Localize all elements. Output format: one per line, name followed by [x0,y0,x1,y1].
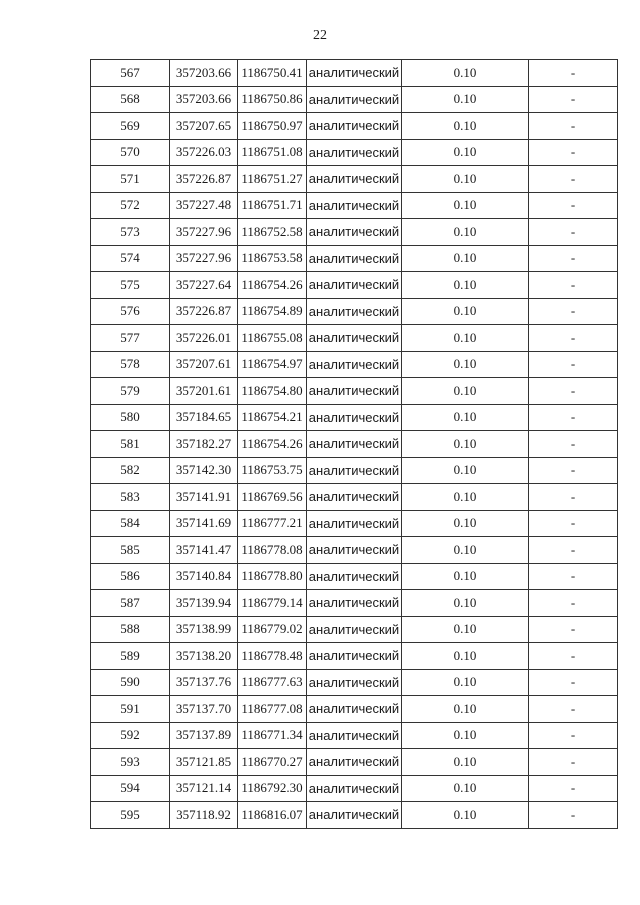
method-cell: аналитический [307,431,402,458]
y-coordinate-cell: 1186750.41 [238,60,307,87]
y-coordinate-cell: 1186750.86 [238,86,307,113]
x-coordinate-cell: 357182.27 [170,431,238,458]
dash-cell: - [529,113,618,140]
y-coordinate-cell: 1186754.26 [238,431,307,458]
table-row [91,166,618,193]
y-coordinate-cell: 1186754.97 [238,351,307,378]
x-coordinate-cell: 357137.76 [170,669,238,696]
table-row [91,139,618,166]
table-row [91,616,618,643]
table-row [91,351,618,378]
point-number-cell: 593 [91,749,170,776]
method-cell: аналитический [307,272,402,299]
method-cell: аналитический [307,696,402,723]
accuracy-cell: 0.10 [402,86,529,113]
dash-cell: - [529,404,618,431]
x-coordinate-cell: 357226.01 [170,325,238,352]
point-number-cell: 579 [91,378,170,405]
dash-cell: - [529,616,618,643]
method-cell: аналитический [307,802,402,829]
dash-cell: - [529,590,618,617]
dash-cell: - [529,166,618,193]
point-number-cell: 575 [91,272,170,299]
table-row [91,457,618,484]
table-row [91,510,618,537]
dash-cell: - [529,696,618,723]
accuracy-cell: 0.10 [402,404,529,431]
table-row [91,192,618,219]
dash-cell: - [529,378,618,405]
dash-cell: - [529,510,618,537]
accuracy-cell: 0.10 [402,590,529,617]
point-number-cell: 570 [91,139,170,166]
x-coordinate-cell: 357207.61 [170,351,238,378]
y-coordinate-cell: 1186753.58 [238,245,307,272]
y-coordinate-cell: 1186753.75 [238,457,307,484]
point-number-cell: 582 [91,457,170,484]
accuracy-cell: 0.10 [402,457,529,484]
dash-cell: - [529,60,618,87]
dash-cell: - [529,669,618,696]
method-cell: аналитический [307,590,402,617]
table-row [91,86,618,113]
dash-cell: - [529,192,618,219]
x-coordinate-cell: 357226.87 [170,166,238,193]
x-coordinate-cell: 357227.64 [170,272,238,299]
y-coordinate-cell: 1186779.14 [238,590,307,617]
dash-cell: - [529,272,618,299]
accuracy-cell: 0.10 [402,802,529,829]
accuracy-cell: 0.10 [402,219,529,246]
x-coordinate-cell: 357203.66 [170,86,238,113]
point-number-cell: 581 [91,431,170,458]
y-coordinate-cell: 1186754.80 [238,378,307,405]
accuracy-cell: 0.10 [402,113,529,140]
table-row [91,113,618,140]
x-coordinate-cell: 357226.03 [170,139,238,166]
x-coordinate-cell: 357226.87 [170,298,238,325]
accuracy-cell: 0.10 [402,298,529,325]
method-cell: аналитический [307,351,402,378]
x-coordinate-cell: 357142.30 [170,457,238,484]
x-coordinate-cell: 357227.48 [170,192,238,219]
accuracy-cell: 0.10 [402,325,529,352]
method-cell: аналитический [307,484,402,511]
point-number-cell: 594 [91,775,170,802]
point-number-cell: 569 [91,113,170,140]
y-coordinate-cell: 1186792.30 [238,775,307,802]
point-number-cell: 586 [91,563,170,590]
y-coordinate-cell: 1186755.08 [238,325,307,352]
x-coordinate-cell: 357139.94 [170,590,238,617]
dash-cell: - [529,563,618,590]
point-number-cell: 568 [91,86,170,113]
method-cell: аналитический [307,510,402,537]
accuracy-cell: 0.10 [402,245,529,272]
x-coordinate-cell: 357121.14 [170,775,238,802]
dash-cell: - [529,351,618,378]
dash-cell: - [529,802,618,829]
method-cell: аналитический [307,378,402,405]
method-cell: аналитический [307,166,402,193]
point-number-cell: 571 [91,166,170,193]
dash-cell: - [529,219,618,246]
method-cell: аналитический [307,404,402,431]
x-coordinate-cell: 357140.84 [170,563,238,590]
method-cell: аналитический [307,669,402,696]
dash-cell: - [529,457,618,484]
y-coordinate-cell: 1186752.58 [238,219,307,246]
point-number-cell: 572 [91,192,170,219]
point-number-cell: 587 [91,590,170,617]
point-number-cell: 588 [91,616,170,643]
coordinates-table-body [91,60,618,829]
method-cell: аналитический [307,537,402,564]
x-coordinate-cell: 357227.96 [170,219,238,246]
y-coordinate-cell: 1186771.34 [238,722,307,749]
x-coordinate-cell: 357137.70 [170,696,238,723]
accuracy-cell: 0.10 [402,537,529,564]
x-coordinate-cell: 357141.91 [170,484,238,511]
point-number-cell: 591 [91,696,170,723]
dash-cell: - [529,643,618,670]
x-coordinate-cell: 357141.47 [170,537,238,564]
y-coordinate-cell: 1186751.08 [238,139,307,166]
accuracy-cell: 0.10 [402,616,529,643]
method-cell: аналитический [307,775,402,802]
dash-cell: - [529,722,618,749]
point-number-cell: 574 [91,245,170,272]
dash-cell: - [529,537,618,564]
coordinates-table [90,59,618,829]
point-number-cell: 590 [91,669,170,696]
table-row [91,219,618,246]
table-row [91,590,618,617]
y-coordinate-cell: 1186751.27 [238,166,307,193]
point-number-cell: 578 [91,351,170,378]
point-number-cell: 583 [91,484,170,511]
x-coordinate-cell: 357201.61 [170,378,238,405]
table-row [91,245,618,272]
table-row [91,722,618,749]
method-cell: аналитический [307,113,402,140]
dash-cell: - [529,484,618,511]
dash-cell: - [529,431,618,458]
y-coordinate-cell: 1186777.63 [238,669,307,696]
accuracy-cell: 0.10 [402,272,529,299]
y-coordinate-cell: 1186754.26 [238,272,307,299]
accuracy-cell: 0.10 [402,431,529,458]
point-number-cell: 573 [91,219,170,246]
table-row [91,298,618,325]
y-coordinate-cell: 1186754.21 [238,404,307,431]
x-coordinate-cell: 357227.96 [170,245,238,272]
table-row [91,749,618,776]
method-cell: аналитический [307,192,402,219]
page-number: 22 [313,28,327,43]
dash-cell: - [529,775,618,802]
accuracy-cell: 0.10 [402,510,529,537]
table-row [91,643,618,670]
point-number-cell: 567 [91,60,170,87]
table-row [91,696,618,723]
table-row [91,404,618,431]
point-number-cell: 595 [91,802,170,829]
table-row [91,378,618,405]
point-number-cell: 577 [91,325,170,352]
y-coordinate-cell: 1186779.02 [238,616,307,643]
point-number-cell: 589 [91,643,170,670]
accuracy-cell: 0.10 [402,484,529,511]
method-cell: аналитический [307,139,402,166]
dash-cell: - [529,86,618,113]
y-coordinate-cell: 1186777.21 [238,510,307,537]
y-coordinate-cell: 1186816.07 [238,802,307,829]
accuracy-cell: 0.10 [402,378,529,405]
dash-cell: - [529,245,618,272]
table-row [91,325,618,352]
y-coordinate-cell: 1186751.71 [238,192,307,219]
method-cell: аналитический [307,325,402,352]
table-row [91,775,618,802]
x-coordinate-cell: 357203.66 [170,60,238,87]
dash-cell: - [529,325,618,352]
accuracy-cell: 0.10 [402,351,529,378]
y-coordinate-cell: 1186778.48 [238,643,307,670]
accuracy-cell: 0.10 [402,166,529,193]
table-row [91,60,618,87]
table-row [91,669,618,696]
method-cell: аналитический [307,298,402,325]
table-row [91,484,618,511]
method-cell: аналитический [307,86,402,113]
accuracy-cell: 0.10 [402,669,529,696]
method-cell: аналитический [307,749,402,776]
method-cell: аналитический [307,245,402,272]
method-cell: аналитический [307,722,402,749]
y-coordinate-cell: 1186750.97 [238,113,307,140]
accuracy-cell: 0.10 [402,563,529,590]
accuracy-cell: 0.10 [402,60,529,87]
accuracy-cell: 0.10 [402,139,529,166]
x-coordinate-cell: 357137.89 [170,722,238,749]
table-row [91,563,618,590]
y-coordinate-cell: 1186778.08 [238,537,307,564]
dash-cell: - [529,139,618,166]
accuracy-cell: 0.10 [402,696,529,723]
x-coordinate-cell: 357138.20 [170,643,238,670]
method-cell: аналитический [307,616,402,643]
method-cell: аналитический [307,457,402,484]
accuracy-cell: 0.10 [402,722,529,749]
point-number-cell: 580 [91,404,170,431]
dash-cell: - [529,749,618,776]
accuracy-cell: 0.10 [402,749,529,776]
method-cell: аналитический [307,563,402,590]
y-coordinate-cell: 1186754.89 [238,298,307,325]
y-coordinate-cell: 1186770.27 [238,749,307,776]
dash-cell: - [529,298,618,325]
point-number-cell: 584 [91,510,170,537]
point-number-cell: 592 [91,722,170,749]
x-coordinate-cell: 357141.69 [170,510,238,537]
y-coordinate-cell: 1186778.80 [238,563,307,590]
x-coordinate-cell: 357138.99 [170,616,238,643]
x-coordinate-cell: 357121.85 [170,749,238,776]
y-coordinate-cell: 1186769.56 [238,484,307,511]
table-row [91,802,618,829]
method-cell: аналитический [307,219,402,246]
accuracy-cell: 0.10 [402,192,529,219]
point-number-cell: 585 [91,537,170,564]
table-row [91,431,618,458]
x-coordinate-cell: 357207.65 [170,113,238,140]
y-coordinate-cell: 1186777.08 [238,696,307,723]
method-cell: аналитический [307,60,402,87]
point-number-cell: 576 [91,298,170,325]
x-coordinate-cell: 357118.92 [170,802,238,829]
table-row [91,272,618,299]
table-row [91,537,618,564]
accuracy-cell: 0.10 [402,775,529,802]
x-coordinate-cell: 357184.65 [170,404,238,431]
method-cell: аналитический [307,643,402,670]
accuracy-cell: 0.10 [402,643,529,670]
